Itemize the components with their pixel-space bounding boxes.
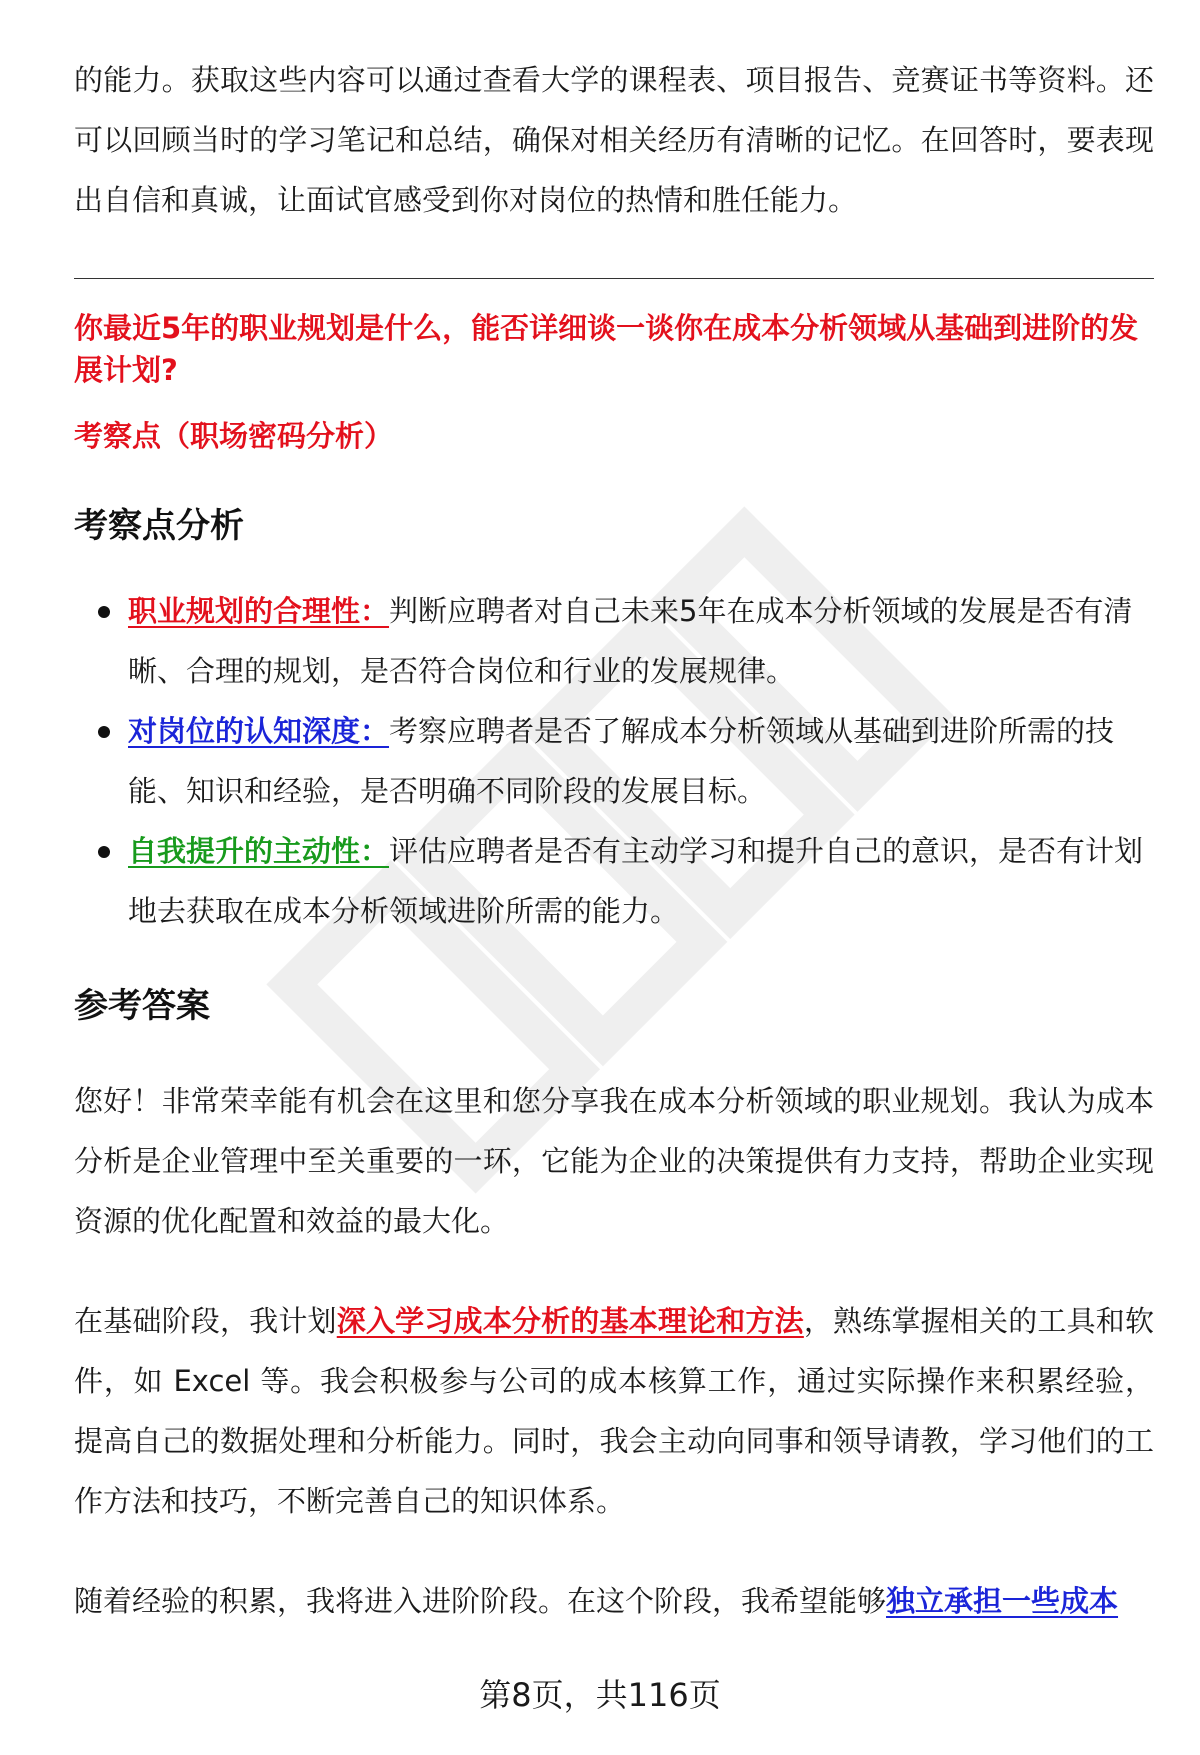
exam-point-label: 考察点（职场密码分析） [74,419,394,453]
analysis-keyword-cognition: 对岗位的认知深度： [128,714,390,748]
analysis-keyword-initiative: 自我提升的主动性： [128,834,390,868]
bullet-icon [98,846,110,858]
bullet-icon [98,726,110,738]
analysis-text-initiative: 评估应聘者是否有主动学习和提升自己的意识，是否有计划地去获取在成本分析领域进阶所需的能力。 [128,834,1144,928]
answer-paragraph-3 [74,1571,1154,1631]
list-item [128,701,1154,821]
analysis-list [74,581,1154,941]
page-number-footer: 第8页，共116页 [479,1676,721,1714]
intro-paragraph: 的能力。获取这些内容可以通过查看大学的课程表、项目报告、竞赛证书等资料。还可以回顾当时的学习笔记和总结，确保对相关经历有清晰的记忆。在回答时，要表现出自信和真诚，让面试官感受到你对岗位的热情和胜任能力。 [74,63,1154,217]
bullet-icon [98,606,110,618]
answer-p2-rest: ，熟练掌握相关的工具和软件，如 Excel 等。我会积极参与公司的成本核算工作，通过实际操作来积累经验，提高自己的数据处理和分析能力。同时，我会主动向同事和领导请教，学习他们的工作方法和技巧，不断完善自己的知识体系。 [74,1304,1154,1518]
document-page [74,50,1154,1631]
analysis-keyword-rationality: 职业规划的合理性： [128,594,390,628]
section-divider [74,278,1154,279]
analysis-text-cognition: 考察应聘者是否了解成本分析领域从基础到进阶所需的技能、知识和经验，是否明确不同阶段的发展目标。 [128,714,1115,808]
answer-heading: 参考答案 [74,986,210,1026]
answer-p3-lead: 随着经验的积累，我将进入进阶阶段。在这个阶段，我希望能够 [74,1584,887,1618]
answer-p3-keyword: 独立承担一些成本 [886,1584,1119,1618]
list-item [128,581,1154,701]
answer-paragraph-2 [74,1291,1154,1531]
answer-paragraph-1: 您好！非常荣幸能有机会在这里和您分享我在成本分析领域的职业规划。我认为成本分析是企业管理中至关重要的一环，它能为企业的决策提供有力支持，帮助企业实现资源的优化配置和效益的最大化。 [74,1084,1154,1238]
list-item [128,821,1154,941]
interview-question: 你最近5年的职业规划是什么，能否详细谈一谈你在成本分析领域从基础到进阶的发展计划? [74,311,1139,387]
analysis-text-rationality: 判断应聘者对自己未来5年在成本分析领域的发展是否有清晰、合理的规划，是否符合岗位和行业的发展规律。 [128,594,1133,688]
answer-p2-keyword: 深入学习成本分析的基本理论和方法 [336,1304,804,1338]
answer-p2-lead: 在基础阶段，我计划 [74,1304,337,1338]
analysis-heading: 考察点分析 [74,506,244,546]
